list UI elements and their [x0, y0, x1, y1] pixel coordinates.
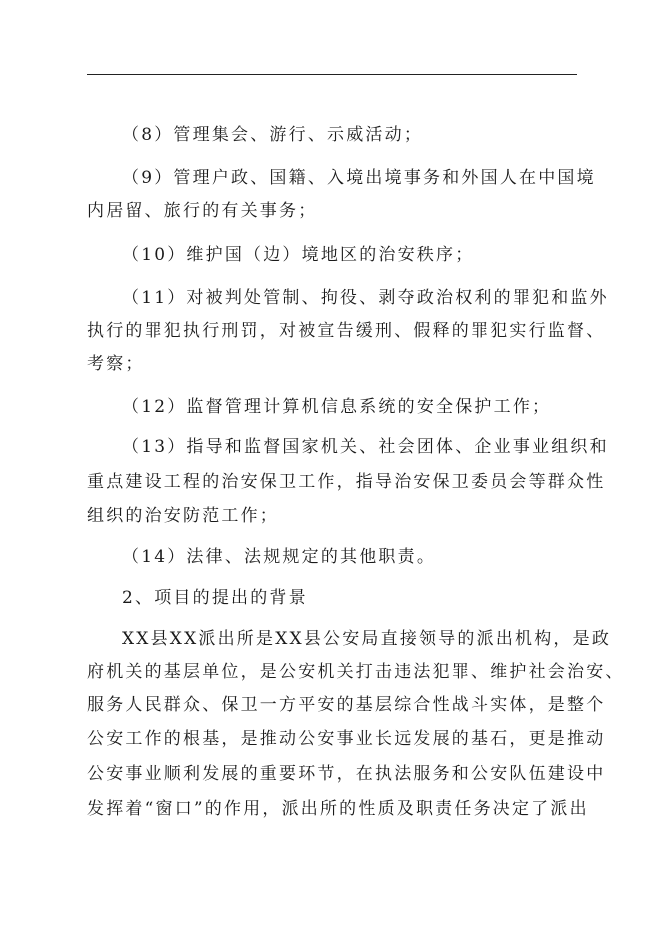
list-item-11-cont: 考察； [87, 354, 145, 374]
paragraph-line: 服务人民群众、保卫一方平安的基层综合性战斗实体，是整个 [87, 695, 606, 715]
list-item-9: （9）管理户政、国籍、入境出境事务和外国人在中国境 [122, 168, 596, 188]
paragraph-line: 发挥着“窗口”的作用，派出所的性质及职责任务决定了派出 [87, 799, 589, 819]
paragraph-line: 府机关的基层单位，是公安机关打击违法犯罪、维护社会治安、 [87, 662, 625, 682]
list-item-9-cont: 内居留、旅行的有关事务； [87, 201, 318, 221]
list-item-8: （8）管理集会、游行、示威活动； [122, 125, 424, 145]
paragraph-line: XX县XX派出所是XX县公安局直接领导的派出机构，是政 [122, 629, 612, 649]
list-item-11: （11）对被判处管制、拘役、剥夺政治权利的罪犯和监外 [122, 288, 609, 308]
header-rule [87, 74, 577, 75]
list-item-12: （12）监督管理计算机信息系统的安全保护工作； [122, 397, 552, 417]
list-item-13-cont: 重点建设工程的治安保卫工作，指导治安保卫委员会等群众性 [87, 472, 606, 492]
list-item-14: （14）法律、法规规定的其他职责。 [122, 547, 437, 567]
list-item-13-cont: 组织的治安防范工作； [87, 506, 279, 526]
paragraph-line: 公安事业顺利发展的重要环节，在执法服务和公安队伍建设中 [87, 764, 606, 784]
list-item-11-cont: 执行的罪犯执行刑罚，对被宣告缓刑、假释的罪犯实行监督、 [87, 321, 606, 341]
list-item-10: （10）维护国（边）境地区的治安秩序； [122, 245, 475, 265]
section-heading: 2、项目的提出的背景 [122, 588, 308, 608]
list-item-13: （13）指导和监督国家机关、社会团体、企业事业组织和 [122, 437, 609, 457]
paragraph-line: 公安工作的根基，是推动公安事业长远发展的基石，更是推动 [87, 729, 606, 749]
